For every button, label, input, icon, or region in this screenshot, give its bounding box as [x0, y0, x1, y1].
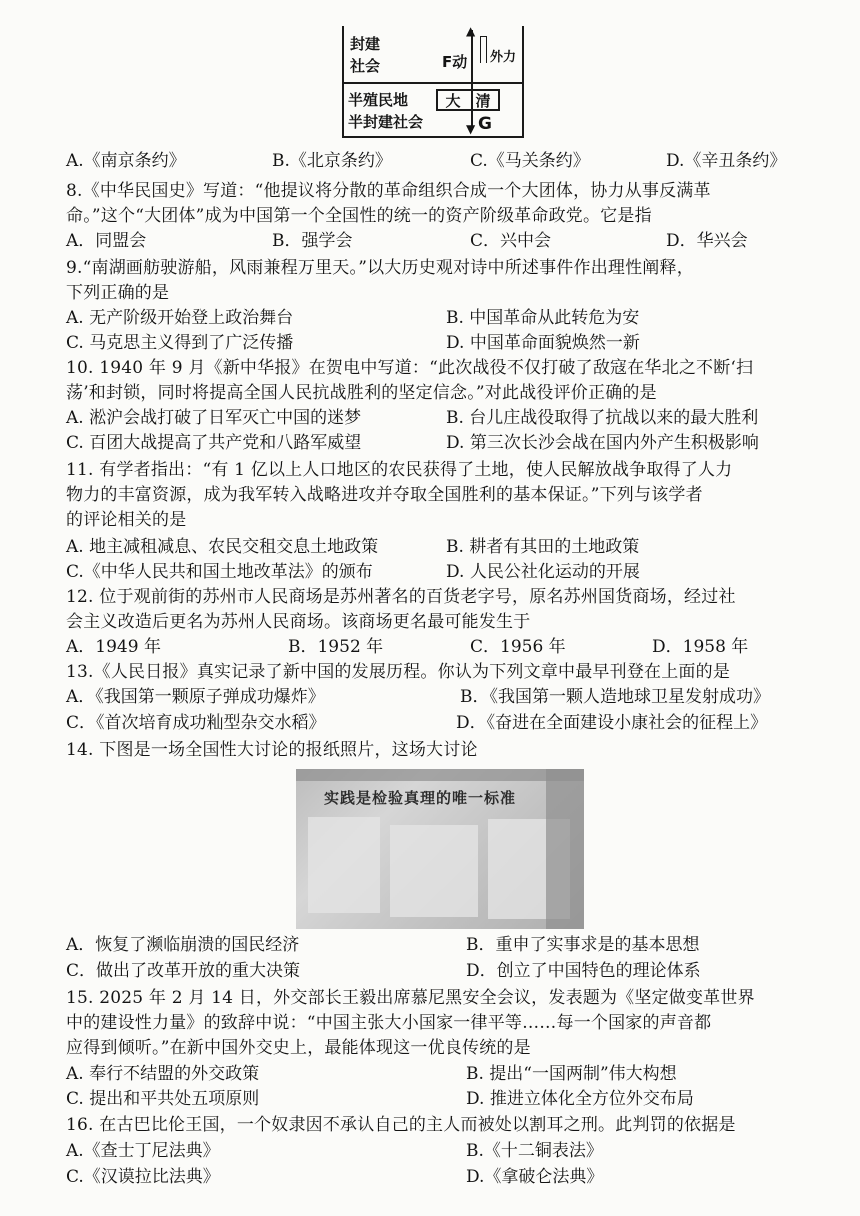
q16-stem-line1: 16. 在古巴比伦王国，一个奴隶因不承认自己的主人而被处以割耳之刑。此判罚的依据是 [66, 1115, 736, 1135]
semi-colonial-label-line1: 半殖民地 [348, 91, 409, 109]
q12-stem-line2: 会主义改造后更名为苏州人民商场。该商场更名最可能发生于 [66, 612, 531, 632]
q14-option-b: B．重申了实事求是的基本思想 [466, 935, 700, 955]
feudal-label-line2: 社会 [350, 57, 381, 75]
q9-stem-line2: 下列正确的是 [66, 283, 170, 303]
q9-option-d: D. 中国革命面貌焕然一新 [446, 333, 640, 353]
q14-option-c: C．做出了改革开放的重大决策 [66, 961, 301, 981]
q11-option-d: D. 人民公社化运动的开展 [446, 562, 640, 582]
feudal-label-line1: 封建 [350, 35, 381, 53]
q12-stem-line1: 12. 位于观前街的苏州市人民商场是苏州著名的百货老字号，原名苏州国货商场，经过社 [66, 587, 736, 607]
q9-option-c: C. 马克思主义得到了广泛传播 [66, 333, 294, 353]
q12-option-c: C．1956 年 [470, 637, 566, 657]
qing-box [436, 89, 500, 111]
semi-colonial-label-line2: 半封建社会 [348, 113, 424, 131]
arrow-down-icon: ▼ [466, 122, 476, 136]
q14-option-d: D．创立了中国特色的理论体系 [466, 961, 701, 981]
newspaper-headline: 实践是检验真理的唯一标准 [324, 789, 517, 807]
newspaper-column-2 [390, 825, 478, 917]
force-axis [471, 30, 473, 130]
photo-top-shade [296, 769, 584, 781]
q15-stem-line3: 应得到倾听。”在新中国外交史上，最能体现这一优良传统的是 [66, 1038, 531, 1058]
q13-option-a: A．《我国第一颗原子弹成功爆炸》 [66, 687, 325, 707]
q16-option-d: D.《拿破仑法典》 [466, 1167, 604, 1187]
newspaper-column-1 [308, 817, 380, 913]
arrow-up-icon: ▲ [466, 24, 476, 38]
q15-stem-line1: 15. 2025 年 2 月 14 日，外交部长王毅出席慕尼黑安全会议，发表题为《坚定做变革世界 [66, 988, 755, 1008]
q14-stem-line1: 14. 下图是一场全国性大讨论的报纸照片，这场大讨论 [66, 740, 478, 760]
q16-option-c: C.《汉谟拉比法典》 [66, 1167, 220, 1187]
q10-option-c: C. 百团大战提高了共产党和八路军威望 [66, 433, 362, 453]
qing-box-left: 大 [445, 91, 461, 110]
q7-option-c: C.《马关条约》 [470, 151, 590, 171]
q8-stem-line2: 命。”这个“大团体”成为中国第一个全国性的统一的资产阶级革命政党。它是指 [66, 206, 652, 226]
q9-stem-line1: 9.“南湖画舫驶游船，风雨兼程万里天。”以大历史观对诗中所述事件作出理性阐释， [66, 258, 694, 278]
q11-stem-line1: 11. 有学者指出：“有 1 亿以上人口地区的农民获得了土地，使人民解放战争取得了人力 [66, 460, 733, 480]
q12-option-b: B．1952 年 [288, 637, 384, 657]
q15-option-c: C. 提出和平共处五项原则 [66, 1089, 260, 1109]
external-force-label: 外力 [490, 50, 517, 65]
force-f-label: F动 [442, 53, 468, 71]
q7-option-a: A.《南京条约》 [66, 151, 186, 171]
q7-option-b: B.《北京条约》 [272, 151, 392, 171]
q15-stem-line2: 中的建设性力量》的致辞中说：“中国主张大小国家一律平等……每一个国家的声音都 [66, 1013, 712, 1033]
q10-stem-line2: 荡’和封锁，同时将提高全国人民抗战胜利的坚定信念。”对此战役评价正确的是 [66, 383, 657, 403]
q16-option-b: B.《十二铜表法》 [466, 1141, 603, 1161]
q10-option-d: D. 第三次长沙会战在国内外产生积极影响 [446, 433, 759, 453]
qing-box-right: 清 [475, 91, 491, 110]
gravity-label: G [478, 114, 492, 134]
q12-option-d: D．1958 年 [652, 637, 749, 657]
q10-option-a: A. 淞沪会战打破了日军灭亡中国的迷梦 [66, 408, 362, 428]
newspaper-photo [296, 769, 584, 929]
q13-stem-line1: 13.《人民日报》真实记录了新中国的发展历程。你认为下列文章中最早刊登在上面的是 [66, 662, 731, 682]
q7-option-d: D.《辛丑条约》 [666, 151, 787, 171]
q8-option-a: A．同盟会 [66, 231, 147, 251]
q13-option-c: C．《首次培育成功籼型杂交水稻》 [66, 713, 326, 733]
q8-option-d: D．华兴会 [666, 231, 748, 251]
q12-option-a: A．1949 年 [66, 637, 161, 657]
q13-option-d: D．《奋进在全面建设小康社会的征程上》 [456, 713, 768, 733]
q9-option-b: B. 中国革命从此转危为安 [446, 308, 640, 328]
q8-stem-line1: 8.《中华民国史》写道：“他提议将分散的革命组织合成一个大团体，协力从事反满革 [66, 181, 711, 201]
q8-option-b: B．强学会 [272, 231, 353, 251]
q15-option-a: A. 奉行不结盟的外交政策 [66, 1064, 260, 1084]
q15-option-b: B. 提出“一国两制”伟大构想 [466, 1064, 677, 1084]
q13-option-b: B．《我国第一颗人造地球卫星发射成功》 [460, 687, 770, 707]
q10-option-b: B. 台儿庄战役取得了抗战以来的最大胜利 [446, 408, 759, 428]
q11-option-c: C.《中华人民共和国土地改革法》的颁布 [66, 562, 373, 582]
diagram-divider [344, 82, 522, 84]
q16-option-a: A.《查士丁尼法典》 [66, 1141, 220, 1161]
q15-option-d: D. 推进立体化全方位外交布局 [466, 1089, 694, 1109]
q11-option-b: B. 耕者有其田的土地政策 [446, 537, 640, 557]
q9-option-a: A. 无产阶级开始登上政治舞台 [66, 308, 294, 328]
q11-stem-line3: 的评论相关的是 [66, 510, 187, 530]
q10-stem-line1: 10. 1940 年 9 月《新中华报》在贺电中写道：“此次战役不仅打破了敌寇在华北之不断‘扫 [66, 358, 754, 378]
q11-stem-line2: 物力的丰富资源，成为我军转入战略进攻并夺取全国胜利的基本保证。”下列与该学者 [66, 485, 703, 505]
q8-option-c: C．兴中会 [470, 231, 552, 251]
external-force-arrow-icon [480, 36, 487, 63]
q11-option-a: A. 地主减租减息、农民交租交息土地政策 [66, 537, 379, 557]
q14-option-a: A．恢复了濒临崩溃的国民经济 [66, 935, 300, 955]
photo-right-shade [546, 769, 584, 929]
society-force-diagram [342, 26, 524, 138]
